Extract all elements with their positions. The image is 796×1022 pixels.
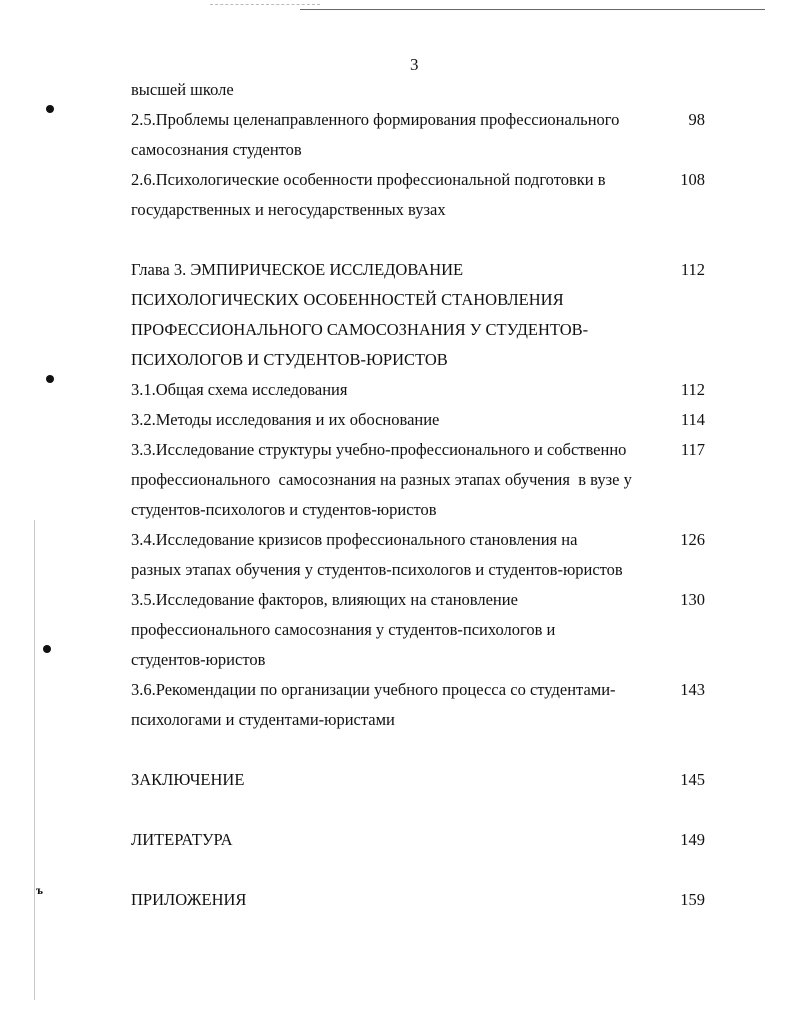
toc-page-number: 108	[680, 170, 705, 189]
binder-hole-icon	[43, 645, 51, 653]
toc-entry-3-5[interactable]	[131, 585, 711, 615]
toc-entry-text: психологами и студентами-юристами	[131, 710, 395, 729]
toc-section-label: ПРИЛОЖЕНИЯ	[131, 890, 247, 909]
toc-entry-text: 3.5.Исследование факторов, влияющих на становление	[131, 590, 518, 609]
table-of-contents	[131, 75, 711, 915]
toc-line	[131, 555, 711, 585]
toc-page-number: 126	[680, 530, 705, 549]
toc-appendices[interactable]	[131, 885, 711, 915]
toc-line	[131, 75, 711, 105]
toc-entry-text: самосознания студентов	[131, 140, 302, 159]
toc-page-number: 159	[680, 890, 705, 909]
toc-line	[131, 465, 711, 495]
toc-line	[131, 495, 711, 525]
toc-entry-text: 2.5.Проблемы целенаправленного формирования профессионального	[131, 110, 620, 129]
toc-entry-text: студентов-юристов	[131, 650, 266, 669]
toc-line	[131, 135, 711, 165]
toc-entry-text: 3.6.Рекомендации по организации учебного процесса со студентами-	[131, 680, 616, 699]
toc-page-number: 112	[680, 260, 705, 279]
toc-entry-text: государственных и негосударственных вузах	[131, 200, 446, 219]
toc-entry-2-5[interactable]	[131, 105, 711, 135]
toc-line	[131, 195, 711, 225]
chapter-heading-text: Глава 3. ЭМПИРИЧЕСКОЕ ИССЛЕДОВАНИЕ	[131, 260, 464, 279]
toc-page-number: 112	[680, 380, 705, 399]
spacer	[131, 225, 711, 255]
scan-stray-mark: ъ	[36, 883, 43, 897]
binder-hole-icon	[46, 105, 54, 113]
toc-page-number: 143	[680, 680, 705, 699]
toc-entry-3-3[interactable]	[131, 435, 711, 465]
toc-page-number: 130	[680, 590, 705, 609]
toc-entry-3-6[interactable]	[131, 675, 711, 705]
scan-top-faint-line	[210, 4, 320, 5]
toc-line	[131, 285, 711, 315]
binder-hole-icon	[46, 375, 54, 383]
toc-line	[131, 705, 711, 735]
toc-section-label: ЗАКЛЮЧЕНИЕ	[131, 770, 245, 789]
toc-entry-2-4-tail: высшей школе	[131, 80, 234, 99]
toc-entry-text: 2.6.Психологические особенности профессиональной подготовки в	[131, 170, 606, 189]
toc-section-label: ЛИТЕРАТУРА	[131, 830, 233, 849]
spacer	[131, 735, 711, 765]
toc-entry-text: 3.2.Методы исследования и их обоснование	[131, 410, 440, 429]
toc-entry-text: 3.4.Исследование кризисов профессионального становления на	[131, 530, 578, 549]
toc-line	[131, 345, 711, 375]
toc-entry-text: профессионального самосознания на разных этапах обучения в вузе у	[131, 470, 632, 489]
toc-page-number: 117	[680, 440, 705, 459]
page-number: 3	[410, 55, 419, 74]
toc-entry-text: 3.3.Исследование структуры учебно-профессионального и собственно	[131, 440, 627, 459]
toc-page-number: 114	[680, 410, 705, 429]
toc-chapter-3[interactable]	[131, 255, 711, 285]
toc-line	[131, 315, 711, 345]
toc-entry-3-2[interactable]	[131, 405, 711, 435]
toc-entry-text: 3.1.Общая схема исследования	[131, 380, 348, 399]
toc-entry-2-6[interactable]	[131, 165, 711, 195]
toc-line	[131, 645, 711, 675]
scan-left-edge	[34, 520, 35, 1000]
chapter-heading-text: ПРОФЕССИОНАЛЬНОГО САМОСОЗНАНИЯ У СТУДЕНТОВ-	[131, 320, 589, 339]
spacer	[131, 795, 711, 825]
toc-page-number: 145	[680, 770, 705, 789]
toc-entry-3-4[interactable]	[131, 525, 711, 555]
toc-line	[131, 615, 711, 645]
toc-entry-text: разных этапах обучения у студентов-психологов и студентов-юристов	[131, 560, 623, 579]
spacer	[131, 855, 711, 885]
toc-conclusion[interactable]	[131, 765, 711, 795]
chapter-heading-text: ПСИХОЛОГИЧЕСКИХ ОСОБЕННОСТЕЙ СТАНОВЛЕНИЯ	[131, 290, 564, 309]
chapter-heading-text: ПСИХОЛОГОВ И СТУДЕНТОВ-ЮРИСТОВ	[131, 350, 448, 369]
toc-entry-text: студентов-психологов и студентов-юристов	[131, 500, 437, 519]
scan-top-rule	[300, 9, 765, 10]
toc-entry-3-1[interactable]	[131, 375, 711, 405]
toc-page-number: 149	[680, 830, 705, 849]
toc-page-number: 98	[688, 110, 705, 129]
toc-entry-text: профессионального самосознания у студентов-психологов и	[131, 620, 556, 639]
toc-literature[interactable]	[131, 825, 711, 855]
